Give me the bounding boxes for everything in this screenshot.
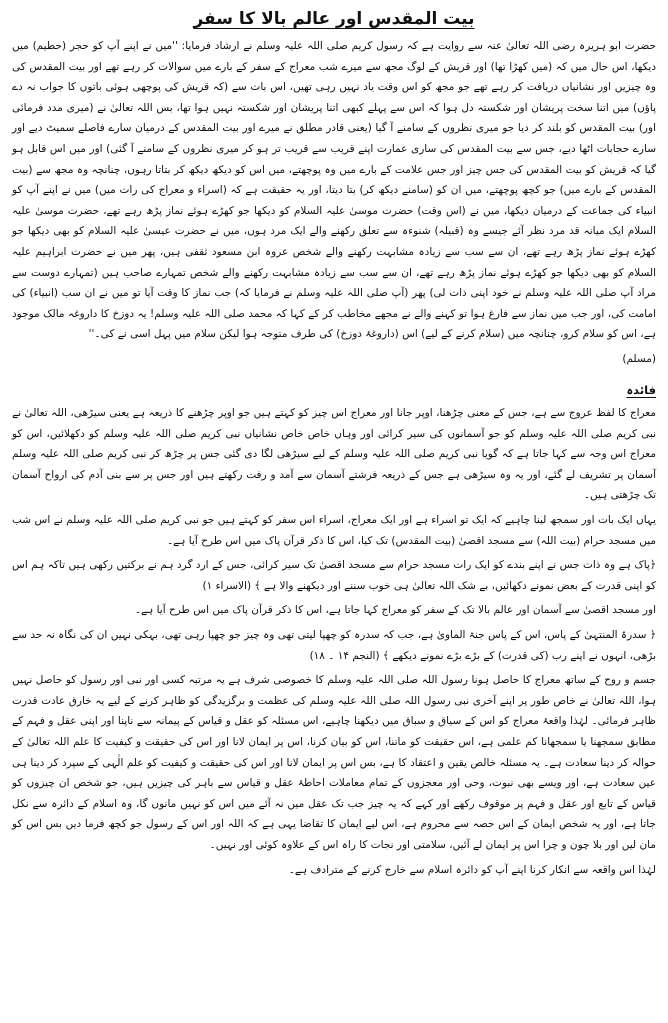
commentary-paragraph-5: لہٰذا اس واقعہ سے انکار کرنا اپنے آپ کو دائرہ اسلام سے خارج کرنے کے مترادف ہے۔ <box>288 863 656 876</box>
hadith-source: (مسلم) <box>622 352 656 365</box>
commentary-heading: فائدہ <box>626 382 656 397</box>
commentary-paragraph-1: معراج کا لفظ عروج سے ہے، جس کے معنی چڑھنا، اوپر جانا اور معراج اس چیز کو کہتے ہیں جو اوپر چڑھنے کا ذریعہ ہے یعنی سیڑھی، اللہ تعالیٰ نے نبی کریم صلی اللہ علیہ وسلم کو جو آسمانوں کی سیر کرائی اور وہاں خاص خاص نشانیاں نبی کریم صلی اللہ علیہ وسلم کو دکھلائیں، اس کو معراج اس وجہ سے کہا جاتا ہے کہ گویا نبی کریم صلی اللہ علیہ وسلم کے لیے سیڑھی لگا دی گئی جس پر چڑھ کر نبی کریم صلی اللہ علیہ وسلم آسمان پر تشریف لے گئے، اور یہ وہ سیڑھی ہے جس کے ذریعہ فرشتے آسمان سے آمد و رفت رکھتے ہیں اور جس پر سے بنی آدم کی ارواح آسمان تک چڑھتی ہیں۔ <box>12 407 656 502</box>
quran-quote-isra: ﴿پاک ہے وہ ذات جس نے اپنے بندے کو ایک رات مسجد حرام سے مسجد اقصیٰ تک سیر کرائی، جس کے ارد گرد ہم نے برکتیں رکھی ہیں تاکہ ہم اس کو اپنی قدرت کے بعض نمونے دکھائیں، بے شک اللہ تعالیٰ ہی خوب سننے اور دیکھنے والا ہے ﴾ (الاسراء ۱) <box>12 559 656 592</box>
commentary-paragraph-4: جسم و روح کے ساتھ معراج کا حاصل ہونا رسول اللہ صلی اللہ علیہ وسلم کا خصوصی شرف ہے یہ مرتبہ کسی اور نبی اور رسول کو حاصل نہیں ہوا، اللہ تعالیٰ نے خاص طور پر اپنے آخری نبی رسول اللہ صلی اللہ علیہ وسلم کی عظمت و برگزیدگی کو ظاہر کرنے کے لیے یہ خارق عادت قدرت ظاہر فرمائی۔ لہٰذا واقعۂ معراج کو اس کے سیاق و سباق میں دیکھنا چاہیے، اس مسئلہ کو عقل و قیاس کے پیمانہ سے ناپنا اور اپنی عقل و فہم کے مطابق سمجھنا یا سمجھانا کم علمی ہے، اس حقیقت کو ماننا، اس کو بیان کرنا، اس پر ایمان لانا اور اس کی حقیقت و کیفیت کا علم اللہ تعالیٰ کے حوالہ کر دینا سعادت ہے۔ یہ مسئلہ خالص یقین و اعتقاد کا ہے، بس اس پر ایمان لانا اور اس کی حقیقت و کیفیت کو علم الٰہی کے سپرد کر دینا ہی عین سعادت ہے، اور ویسے بھی نبوت، وحی اور معجزوں کے تمام معاملات احاطۂ عقل و قیاس سے باہر کی چیزیں ہیں، جو شخص ان چیزوں کو قیاس کے تابع اور عقل و فہم پر موقوف رکھے اور کہے کہ یہ چیز جب تک عقل میں نہ آئے میں اس کو نہیں مانوں گا، وہ اسلام کے دائرہ سے نکل جاتا ہے، اور یہ شخص ایمان کے اس حصہ سے محروم ہے، اس لیے ایمان کا تقاضا یہی ہے کہ اللہ اور اس کے رسول جو کچھ فرما دیں بس اس کو مان لیں اور بلا چون و چرا اس پر ایمان لے آئیں، سلامتی اور نجات کا راہ اس کے علاوہ کوئی اور نہیں۔ <box>12 674 656 851</box>
commentary-paragraph-3: اور مسجد اقصیٰ سے آسمان اور عالم بالا تک کے سفر کو معراج کہا جاتا ہے، اس کا ذکر قرآن پاک میں اس طرح آیا ہے۔ <box>134 604 656 617</box>
quran-quote-najm: ﴿ سدرۃ المنتہیٰ کے پاس، اس کے پاس جنۃ الماویٰ ہے، جب کہ سدرہ کو چھپا لیتی تھی وہ چیز جو چھپا رہی تھی، بہکی نہیں ان کی نگاہ نہ حد سے بڑھی، انہوں نے اپنے رب (کی قدرت) کے بڑے بڑے نمونے دیکھے ﴾ (النجم ۱۴ ۔ ۱۸) <box>12 629 656 662</box>
hadith-text: حضرت ابو ہریرہ رضی اللہ تعالیٰ عنہ سے روایت ہے کہ رسول کریم صلی اللہ علیہ وسلم نے ارشاد فرمایا: ''میں نے اپنے آپ کو حجر (حطیم) میں دیکھا، اس حال میں کہ (میں کھڑا تھا) اور قریش کے لوگ مجھ سے میرے شب معراج کے سفر کے بارے میں سوالات کر رہے تھے اور بیت المقدس کی وہ چیزیں اور نشانیاں دریافت کر رہے تھے جو مجھ کو اس وقت یاد نہیں رہی تھیں، اس بات سے (کہ قریش کی پوچھی ہوئی باتوں کا جواب نہ دے پاؤں) میں اتنا سخت پریشان اور شکستہ دل ہوا کہ اس سے پہلے کبھی اتنا پریشان اور شکستہ نہیں ہوا تھا، بس اللہ تعالیٰ نے (میری مدد فرمائی اور) بیت المقدس کو بلند کر دیا جو میری نظروں کے سامنے آ گیا (یعنی قادر مطلق نے میرے اور بیت المقدس کے درمیان سارے فاصلے سمیٹ دیے اور سارے حجابات اٹھا دیے، جس سے بیت المقدس کی ساری عمارت اپنے قریب سے قریب تر ہو کر میری نظروں کے سامنے آ گئی) اور میں اس قابل ہو گیا کہ قریش کو بیت المقدس کی جس چیز اور جس علامت کے بارے میں وہ پوچھتے، میں اس کو دیکھ دیکھ کر بتاتا رہوں، چنانچہ وہ مجھ سے (بیت المقدس کے بارے میں) جو کچھ پوچھتے، میں ان کو (سامنے دیکھ کر) بتا دیتا، اور یہ حقیقت ہے کہ (اسراء و معراج کی رات میں) میں نے اپنے آپ کو انبیاء کی جماعت کے درمیان دیکھا، میں نے (اس وقت) حضرت موسیٰ علیہ السلام کو دیکھا جو کھڑے ہوئے نماز پڑھ رہے تھے، حضرت موسیٰ علیہ السلام ایک میانہ قد مرد نظر آئے جیسے وہ (قبیلہ) شنوءہ سے تعلق رکھنے والے ایک مرد ہوں، میں نے حضرت عیسیٰ علیہ السلام کو بھی دیکھا جو کھڑے ہوئے نماز پڑھ رہے تھے، ان سے سب سے زیادہ مشابہت رکھنے والے شخص عروہ ابن مسعود ثقفی ہیں، پھر میں نے حضرت ابراہیم علیہ السلام کو بھی دیکھا جو کھڑے ہوئے نماز پڑھ رہے تھے، ان سے سب سے زیادہ مشابہت رکھنے والے شخص تمہارے صاحب ہیں (تمہارے دوست سے مراد آپ صلی اللہ علیہ وسلم نے خود اپنی ذات لی) پھر (آپ صلی اللہ علیہ وسلم نے فرمایا کہ) جب نماز کا وقت آیا تو میں نے ان سب (انبیاء) کی امامت کی، اور جب میں نماز سے فارغ ہوا تو کہنے والے نے مجھے مخاطب کر کے کہا کہ محمد صلی اللہ علیہ وسلم! یہ دوزخ کا داروغہ مالک موجود ہے، اس کو سلام کرو، چنانچہ میں (سلام کرنے کے لیے) اس (داروغۂ دوزخ) کی طرف متوجہ ہوا لیکن سلام میں پہل اسی نے کی۔'' <box>12 40 656 341</box>
commentary-heading-wrap <box>12 380 656 402</box>
commentary-paragraph-2: یہاں ایک بات اور سمجھ لینا چاہیے کہ ایک تو اسراء ہے اور ایک معراج، اسراء اس سفر کو کہتے ہیں جو نبی کریم صلی اللہ علیہ وسلم نے اس شب میں مسجد حرام (بیت اللہ) سے مسجد اقصیٰ (بیت المقدس) تک کیا، اس کا ذکر قرآن پاک میں اس طرح آیا ہے۔ <box>12 514 656 547</box>
page-title: بیت المقدس اور عالم بالا کا سفر <box>193 9 475 29</box>
